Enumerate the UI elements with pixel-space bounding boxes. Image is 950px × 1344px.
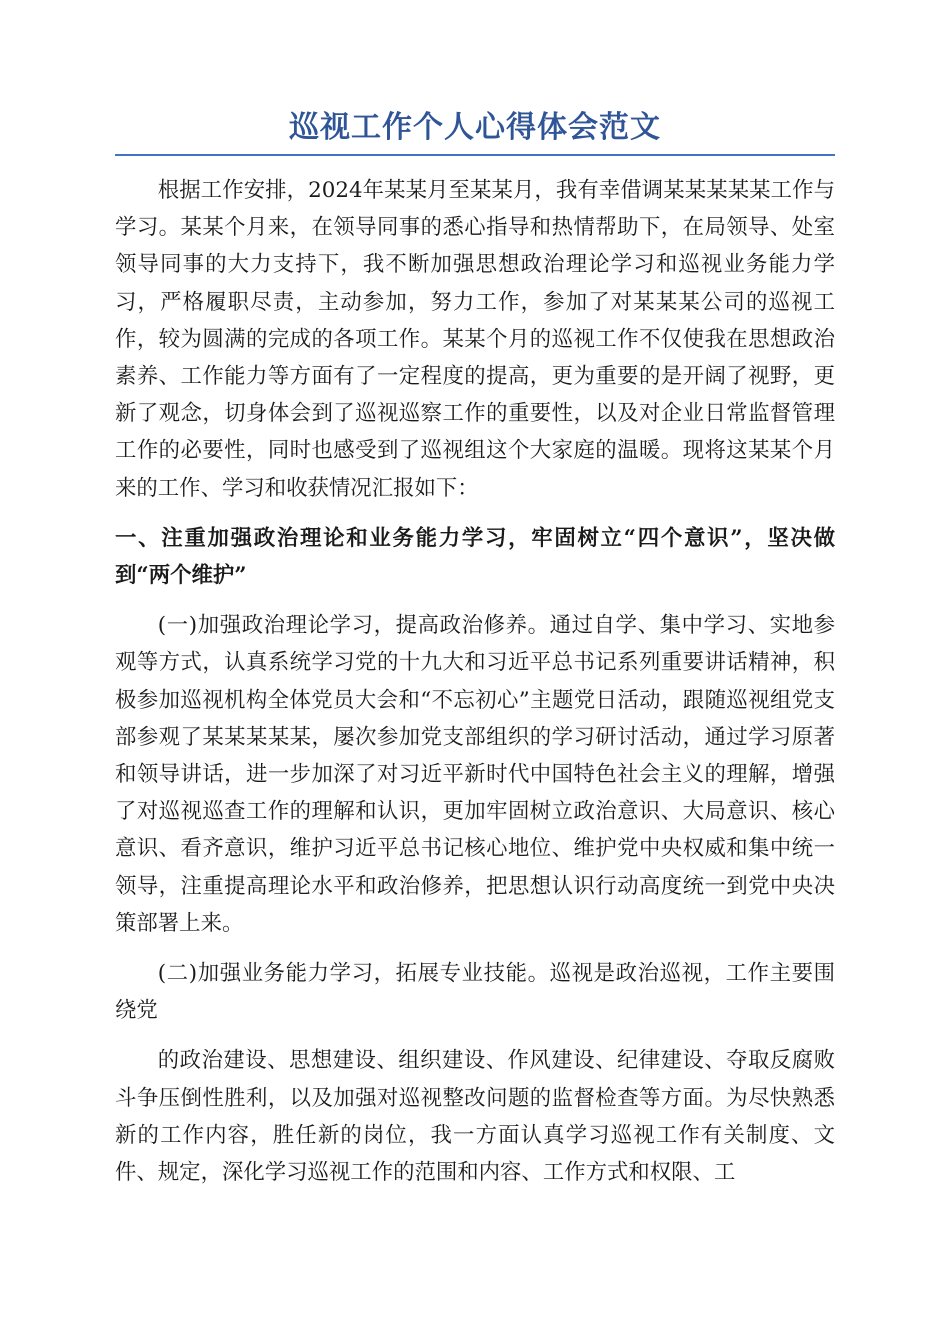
document-title: 巡视工作个人心得体会范文 xyxy=(289,110,661,145)
document-page xyxy=(115,108,835,1204)
paragraph-business-study-continued: 的政治建设、思想建设、组织建设、作风建设、纪律建设、夺取反腐败斗争压倒性胜利，以及加强对巡视整改问题的监督检查等方面。为尽快熟悉新的工作内容，胜任新的岗位，我一方面认真学习巡视工作有关制度、文件、规定，深化学习巡视工作的范围和内容、工作方式和权限、工 xyxy=(115,1048,835,1186)
paragraph-political-study: (一)加强政治理论学习，提高政治修养。通过自学、集中学习、实地参观等方式，认真系统学习党的十九大和习近平总书记系列重要讲话精神，积极参加巡视机构全体党员大会和“不忘初心”主题党日活动，跟随巡视组党支部参观了某某某某某，屡次参加党支部组织的学习研讨活动，通过学习原著和领导讲话，进一步加深了对习近平新时代中国特色社会主义的理解，增强了对巡视巡查工作的理解和认识，更加牢固树立政治意识、大局意识、核心意识、看齐意识，维护习近平总书记核心地位、维护党中央权威和集中统一领导，注重提高理论水平和政治修养，把思想认识行动高度统一到党中央决策部署上来。 xyxy=(115,613,835,936)
title-underline xyxy=(115,154,835,156)
paragraph-business-study: (二)加强业务能力学习，拓展专业技能。巡视是政治巡视，工作主要围绕党 xyxy=(115,961,835,1024)
intro-paragraph: 根据工作安排，2024年某某月至某某月，我有幸借调某某某某某工作与学习。某某个月来，在领导同事的悉心指导和热情帮助下，在局领导、处室领导同事的大力支持下，我不断加强思想政治理论学习和巡视业务能力学习，严格履职尽责，主动参加，努力工作，参加了对某某某公司的巡视工作，较为圆满的完成的各项工作。某某个月的巡视工作不仅使我在思想政治素养、工作能力等方面有了一定程度的提高，更为重要的是开阔了视野，更新了观念，切身体会到了巡视巡察工作的重要性，以及对企业日常监督管理工作的必要性，同时也感受到了巡视组这个大家庭的温暖。现将这某某个月来的工作、学习和收获情况汇报如下： xyxy=(115,178,835,501)
section-1-heading: 一、注重加强政治理论和业务能力学习，牢固树立“四个意识”，坚决做到“两个维护” xyxy=(115,525,835,589)
